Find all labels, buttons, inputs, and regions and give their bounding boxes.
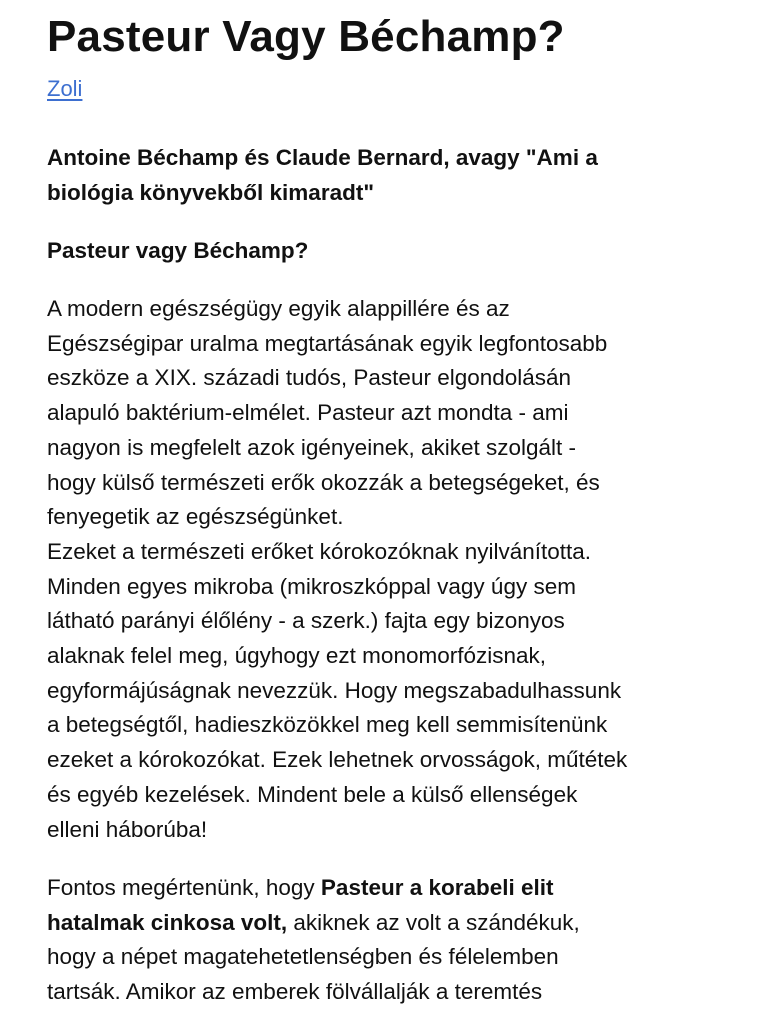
paragraph-line: A modern egészségügy egyik alappillére és az — [47, 296, 510, 321]
paragraph-line: fenyegetik az egészségünket. — [47, 504, 344, 530]
paragraph-line — [47, 906, 737, 941]
paragraph-line: alaknak felel meg, úgyhogy ezt monomorfózisnak, — [47, 643, 547, 669]
paragraph-text: Fontos megértenünk, hogy — [47, 875, 321, 900]
paragraph-line: Ezeket a természeti erőket kórokozóknak nyilvánította. — [47, 538, 592, 564]
article-title: Pasteur Vagy Béchamp? — [47, 12, 565, 61]
paragraph-line: Minden egyes mikroba (mikroszkóppal vagy úgy sem — [47, 573, 576, 599]
paragraph-line: Egészségipar uralma megtartásának egyik legfontosabb — [47, 330, 608, 356]
paragraph-line: eszköze a XIX. századi tudós, Pasteur elgondolásán — [47, 365, 572, 391]
paragraph-line: a betegségtől, hadieszközökkel meg kell semmisítenünk — [47, 712, 608, 738]
section-heading: Pasteur vagy Béchamp? — [47, 238, 309, 263]
subtitle-line: Antoine Béchamp és Claude Bernard, avagy "Ami a — [47, 145, 598, 170]
paragraph-line: hogy külső természeti erők okozzák a betegségeket, és — [47, 469, 600, 495]
emphasis-text: hatalmak cinkosa volt, — [47, 909, 288, 935]
paragraph-line: hogy a népet magatehetetlenségben és félelemben — [47, 944, 559, 970]
body-paragraph — [47, 871, 737, 1010]
paragraph-line: elleni háborúba! — [47, 816, 208, 842]
body-paragraph — [47, 292, 737, 847]
paragraph-text: akiknek az volt a szándékuk, — [287, 909, 580, 935]
paragraph-line: látható parányi élőlény - a szerk.) fajta egy bizonyos — [47, 608, 565, 634]
paragraph-line — [47, 871, 737, 906]
paragraph-line: ezeket a kórokozókat. Ezek lehetnek orvosságok, műtétek — [47, 747, 628, 773]
paragraph-line: és egyéb kezelések. Mindent bele a külső ellenségek — [47, 781, 578, 807]
paragraph-line: nagyon is megfelelt azok igényeinek, akiket szolgált - — [47, 434, 577, 460]
emphasis-text: Pasteur a korabeli elit — [320, 875, 554, 900]
paragraph-line: egyformájúságnak nevezzük. Hogy megszabadulhassunk — [47, 677, 622, 703]
paragraph-line: tartsák. Amikor az emberek fölvállalják a teremtés — [47, 979, 543, 1005]
paragraph-line: alapuló baktérium-elmélet. Pasteur azt mondta - ami — [47, 400, 569, 426]
author-link[interactable]: Zoli — [47, 76, 83, 101]
subtitle-line: biológia könyvekből kimaradt" — [47, 179, 374, 205]
article-subtitle — [47, 141, 737, 210]
